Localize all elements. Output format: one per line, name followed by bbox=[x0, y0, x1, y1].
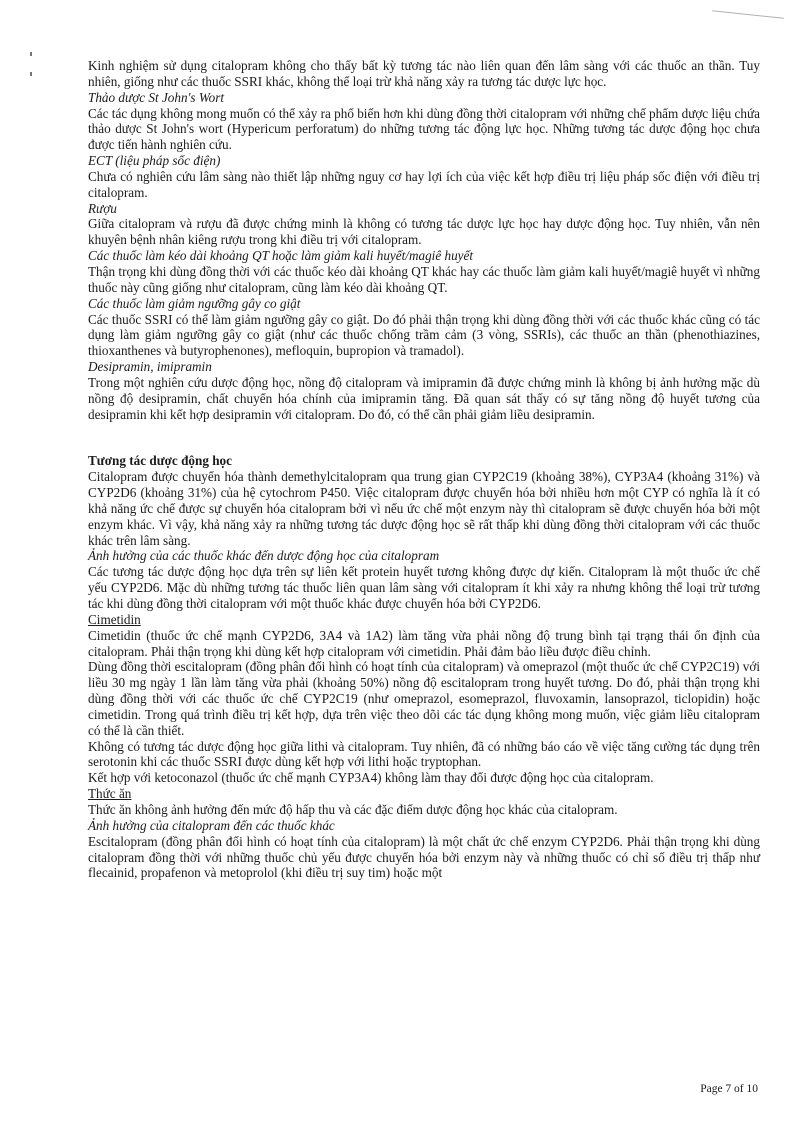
paragraph: Các thuốc SSRI có thể làm giảm ngưỡng gây co giật. Do đó phải thận trọng khi dùng đồng thời với các thuốc khác cũng có tác dụng làm giảm ngưỡng gây co giật (như các thuốc chống trầm cảm (3 vòng, SSRIs), các thuốc an thần (phenothiazines, thioxanthenes và butyrophenones), mefloquin, bupropion và tramadol). bbox=[88, 311, 760, 359]
paragraph: Thức ăn không ảnh hưởng đến mức độ hấp thu và các đặc điểm dược động học khác của citalopram. bbox=[88, 801, 618, 817]
paragraph: Kết hợp với ketoconazol (thuốc ức chế mạnh CYP3A4) không làm thay đổi được động học của citalopram. bbox=[88, 770, 654, 786]
page-number: Page 7 of 10 bbox=[700, 1083, 758, 1095]
section-heading: Thức ăn bbox=[88, 786, 132, 802]
paragraph: Các tác dụng không mong muốn có thể xảy ra phổ biến hơn khi dùng đồng thời citalopram với những chế phẩm dược liệu chứa thảo dược St John's wort (Hypericum perforatum) do những tương tác động lực học. Những tương tác dược động học chưa được tiến hành nghiên cứu. bbox=[88, 105, 760, 153]
paragraph: Các tương tác dược động học dựa trên sự liên kết protein huyết tương không được dự kiến. Citalopram là một thuốc ức chế yếu CYP2D6. Mặc dù những tương tác thuốc liên quan lâm sàng với citalopram ít khi xảy ra nhưng không thể loại trừ tương tác khi dùng đồng thời citalopram với một thuốc khác được chuyển hóa bởi CYP2D6. bbox=[88, 564, 760, 611]
paragraph: Chưa có nghiên cứu lâm sàng nào thiết lập những nguy cơ hay lợi ích của việc kết hợp điều trị liệu pháp sốc điện với điều trị citalopram. bbox=[88, 168, 760, 200]
section-heading: Các thuốc làm kéo dài khoảng QT hoặc làm giảm kali huyết/magiê huyết bbox=[88, 248, 474, 264]
section-title: Tương tác dược động học bbox=[88, 453, 233, 469]
paragraph: Trong một nghiên cứu dược động học, nồng độ citalopram và imipramin đã được chứng minh là không bị ảnh hưởng mặc dù nồng độ desipramin, chất chuyển hóa chính của imipramin tăng. Đã quan sát thấy có sự tăng nồng độ huyết tương của desipramin khi kết hợp desipramin với citalopram. Do đó, có thể cần phải giảm liều desipramin. bbox=[88, 374, 760, 422]
section-heading: Rượu bbox=[88, 200, 117, 216]
paragraph: Không có tương tác dược động học giữa lithi và citalopram. Tuy nhiên, đã có những báo cáo về việc tăng cường tác dụng trên serotonin khi các thuốc SSRI được dùng kết hợp với lithi hoặc tryptophan. bbox=[88, 738, 760, 770]
document-body bbox=[88, 58, 760, 881]
paragraph: Cimetidin (thuốc ức chế mạnh CYP2D6, 3A4 và 1A2) làm tăng vừa phải nồng độ trung bình tại trạng thái ổn định của citalopram. Phải thận trọng khi dùng kết hợp citalopram với cimetidin. Phải đảm bảo liều được điều chỉnh. bbox=[88, 627, 760, 659]
paragraph: Giữa citalopram và rượu đã được chứng minh là không có tương tác dược lực học hay dược động học. Tuy nhiên, vẫn nên khuyên bệnh nhân kiêng rượu trong khi điều trị với citalopram. bbox=[88, 216, 760, 248]
scan-dot bbox=[30, 52, 32, 56]
paragraph: Escitalopram (đồng phân đối hình có hoạt tính của citalopram) là một chất ức chế enzym CYP2D6. Phải thận trọng khi dùng citalopram đồng thời với những thuốc chủ yếu được chuyển hóa bởi enzym này và những thuốc có chỉ số điều trị thấp như flecainid, propafenon và metoprolol (khi điều trị suy tim) hoặc một bbox=[88, 833, 760, 881]
section-heading: ECT (liệu pháp sốc điện) bbox=[88, 153, 221, 169]
paragraph: Citalopram được chuyển hóa thành demethylcitalopram qua trung gian CYP2C19 (khoảng 38%), CYP3A4 (khoảng 31%) và CYP2D6 (khoảng 31%) của hệ cytochrom P450. Việc citalopram được chuyển hóa bởi nhiều hơn một CYP có nghĩa là ít có khả năng ức chế được sự chuyển hóa citalopram bởi vì nếu ức chế một enzym này thì citalopram sẽ được chuyển hóa bởi một enzym khác. Vì vậy, khả năng xảy ra những tương tác dược động học sẽ rất thấp khi dùng đồng thời citalopram với các thuốc khác trên lâm sàng. bbox=[88, 469, 760, 548]
section-heading: Thảo dược St John's Wort bbox=[88, 89, 224, 105]
paragraph: Dùng đồng thời escitalopram (đồng phân đối hình có hoạt tính của citalopram) và omeprazol (một thuốc ức chế CYP2C19) với liều 30 mg ngày 1 lần làm tăng vừa phải (khoảng 50%) nồng độ escitalopram trong huyết tương. Do đó, phải thận trọng khi dùng đồng thời với các thuốc ức chế CYP2C19 (như omeprazol, esomeprazol, fluvoxamin, lansoprazol, ticlopidin) hoặc cimetidin. Trong quá trình điều trị kết hợp, dựa trên việc theo dõi các tác dụng không mong muốn, việc giảm liều citalopram có thể là cần thiết. bbox=[88, 659, 760, 738]
section-heading: Ảnh hưởng của citalopram đến các thuốc khác bbox=[88, 817, 335, 833]
scan-dot bbox=[30, 72, 32, 76]
section-heading: Ảnh hưởng của các thuốc khác đến dược động học của citalopram bbox=[88, 548, 440, 564]
paragraph: Kinh nghiệm sử dụng citalopram không cho thấy bất kỳ tương tác nào liên quan đến lâm sàng với các thuốc an thần. Tuy nhiên, giống như các thuốc SSRI khác, không thể loại trừ khả năng xảy ra tương tác dược lực học. bbox=[88, 58, 760, 89]
section-heading: Cimetidin bbox=[88, 611, 141, 627]
spacer bbox=[88, 422, 760, 438]
section-heading: Các thuốc làm giảm ngưỡng gây co giật bbox=[88, 295, 301, 311]
paragraph: Thận trọng khi dùng đồng thời với các thuốc kéo dài khoảng QT khác hay các thuốc làm giảm kali huyết/magiê huyết vì những thuốc này cũng giống như citalopram, cũng làm kéo dài khoảng QT. bbox=[88, 263, 760, 295]
scan-mark bbox=[712, 10, 784, 19]
section-heading: Desipramin, imipramin bbox=[88, 359, 212, 375]
